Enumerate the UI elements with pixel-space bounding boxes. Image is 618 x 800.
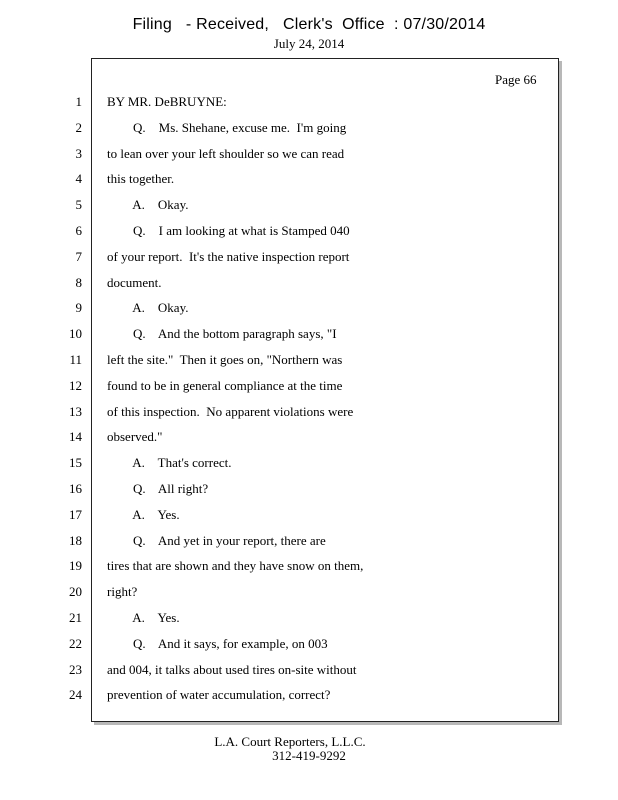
line-number: 6 <box>75 223 82 238</box>
line-text: to lean over your left shoulder so we can read <box>107 146 345 161</box>
line-text: Q. And it says, for example, on 003 <box>107 636 328 651</box>
line-text: of your report. It's the native inspection report <box>107 249 350 264</box>
footer-company: L.A. Court Reporters, L.L.C. <box>214 734 366 749</box>
line-text: A. Okay. <box>107 300 189 315</box>
line-number: 21 <box>69 610 82 625</box>
line-number: 24 <box>69 687 82 702</box>
line-text: observed." <box>107 429 163 444</box>
line-text: A. Okay. <box>107 197 189 212</box>
line-number: 22 <box>69 636 82 651</box>
line-number: 1 <box>75 94 82 109</box>
page-number: Page 66 <box>495 72 537 87</box>
line-text: found to be in general compliance at the time <box>107 378 343 393</box>
line-number: 2 <box>75 120 82 135</box>
line-text: A. Yes. <box>107 507 180 522</box>
line-number: 18 <box>69 533 82 548</box>
line-number: 11 <box>69 352 82 367</box>
line-number: 17 <box>69 507 82 522</box>
line-number: 8 <box>75 275 82 290</box>
line-text: A. That's correct. <box>107 455 232 470</box>
line-text: Q. All right? <box>107 481 209 496</box>
line-number: 5 <box>75 197 82 212</box>
line-text: prevention of water accumulation, correct? <box>107 687 331 702</box>
footer-phone: 312-419-9292 <box>272 748 346 763</box>
line-number: 19 <box>69 558 82 573</box>
line-text: left the site." Then it goes on, "Northern was <box>107 352 343 367</box>
line-text: right? <box>107 584 138 599</box>
line-text: this together. <box>107 171 175 186</box>
line-text: Q. I am looking at what is Stamped 040 <box>107 223 350 238</box>
line-number: 13 <box>69 404 82 419</box>
transcript-date: July 24, 2014 <box>273 36 345 51</box>
line-text: A. Yes. <box>107 610 180 625</box>
line-number: 15 <box>69 455 82 470</box>
line-text: Q. And the bottom paragraph says, "I <box>107 326 337 341</box>
line-text: and 004, it talks about used tires on-site without <box>107 662 357 677</box>
line-number: 3 <box>75 146 82 161</box>
line-text: of this inspection. No apparent violations were <box>107 404 354 419</box>
line-text: Q. And yet in your report, there are <box>107 533 326 548</box>
line-number: 9 <box>75 300 82 315</box>
line-number: 20 <box>69 584 82 599</box>
line-number: 14 <box>69 429 82 444</box>
line-number: 16 <box>69 481 82 496</box>
line-number: 4 <box>75 171 82 186</box>
line-number: 12 <box>69 378 82 393</box>
line-text: tires that are shown and they have snow on them, <box>107 558 364 573</box>
line-text: BY MR. DeBRUYNE: <box>107 94 227 109</box>
line-number: 10 <box>69 326 82 341</box>
line-number: 23 <box>69 662 82 677</box>
line-number: 7 <box>75 249 82 264</box>
line-text: document. <box>107 275 162 290</box>
line-text: Q. Ms. Shehane, excuse me. I'm going <box>107 120 347 135</box>
filing-stamp: Filing - Received, Clerk's Office : 07/30/2014 <box>132 16 486 33</box>
